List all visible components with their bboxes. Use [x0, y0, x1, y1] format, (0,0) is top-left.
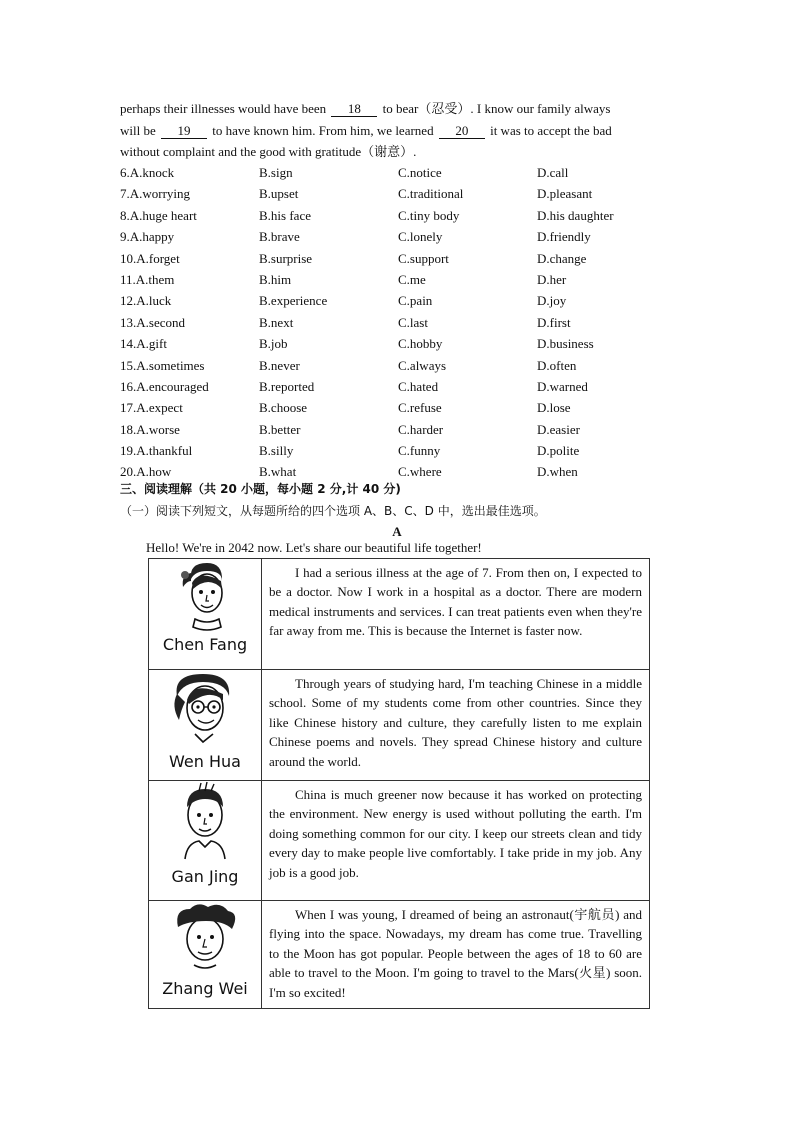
- blank-20: 20: [439, 123, 485, 139]
- boy-short-hair-portrait-icon: [165, 781, 245, 865]
- option-a: 7.A.worrying: [120, 186, 191, 202]
- option-b: B.surprise: [259, 250, 313, 266]
- option-b: B.never: [259, 357, 300, 373]
- portrait-cell: [149, 559, 262, 670]
- option-row: [120, 205, 680, 226]
- option-row: [120, 269, 680, 290]
- blank-19: 19: [161, 123, 207, 139]
- person-statement: [262, 559, 650, 670]
- option-c: C.hobby: [398, 336, 443, 352]
- option-row: [120, 419, 680, 440]
- part-label: A: [392, 524, 402, 539]
- option-a: 17.A.expect: [120, 400, 183, 416]
- option-b: B.upset: [259, 186, 299, 202]
- person-name: Chen Fang: [162, 635, 248, 654]
- option-b: B.choose: [259, 400, 308, 416]
- option-a: 13.A.second: [120, 314, 185, 330]
- cloze-passage-tail: [120, 98, 668, 163]
- person-statement: [262, 781, 650, 901]
- table-row: [149, 670, 650, 781]
- option-b: B.job: [259, 336, 288, 352]
- person-name: Gan Jing: [171, 867, 239, 886]
- option-b: B.next: [259, 314, 294, 330]
- passage-text: to have known him. From him, we learned: [212, 122, 434, 138]
- option-d: D.his daughter: [537, 207, 614, 223]
- option-d: D.often: [537, 357, 577, 373]
- portrait-cell: [149, 781, 262, 901]
- option-row: [120, 226, 680, 247]
- passage-text: it was to accept the bad: [490, 122, 612, 138]
- table-row: [149, 901, 650, 1009]
- option-c: C.where: [398, 464, 442, 480]
- person-name: Zhang Wei: [162, 979, 248, 998]
- option-a: 15.A.sometimes: [120, 357, 205, 373]
- option-row: [120, 312, 680, 333]
- passage-intro: Hello! We're in 2042 now. Let's share our beautiful life together!: [146, 540, 482, 555]
- option-a: 14.A.gift: [120, 336, 167, 352]
- portrait-cell: [149, 901, 262, 1009]
- option-b: B.him: [259, 271, 292, 287]
- option-c: C.hated: [398, 378, 439, 394]
- people-table: [148, 558, 650, 1009]
- person-statement: [262, 670, 650, 781]
- option-row: [120, 397, 680, 418]
- person-name: Wen Hua: [169, 752, 241, 771]
- passage-text: will be: [120, 122, 156, 138]
- option-c: C.lonely: [398, 229, 443, 245]
- girl-ponytail-portrait-icon: [165, 559, 245, 633]
- option-a: 8.A.huge heart: [120, 207, 197, 223]
- option-row: [120, 162, 680, 183]
- option-row: [120, 440, 680, 461]
- option-row: [120, 355, 680, 376]
- option-a: 10.A.forget: [120, 250, 180, 266]
- blank-18: 18: [331, 101, 377, 117]
- option-row: [120, 333, 680, 354]
- option-c: C.traditional: [398, 186, 464, 202]
- girl-glasses-portrait-icon: [163, 670, 247, 750]
- option-b: B.his face: [259, 207, 311, 223]
- option-row: [120, 183, 680, 204]
- option-c: C.always: [398, 357, 447, 373]
- option-c: C.pain: [398, 293, 433, 309]
- passage-text: without complaint and the good with gratitude（谢意）.: [120, 144, 417, 159]
- option-c: C.harder: [398, 421, 444, 437]
- option-a: 6.A.knock: [120, 165, 175, 180]
- option-d: D.business: [537, 336, 594, 352]
- statement-text: China is much greener now because it has worked on protecting the environment. New energy is used without polluting the earth. I'm doing something common for our city. I keep our streets clean and tidy every day to make people live comfortably. I take pride in my job. Any job is a good job.: [269, 787, 642, 880]
- option-d: D.when: [537, 464, 578, 480]
- option-c: C.notice: [398, 165, 442, 180]
- section-instructions: （一）阅读下列短文，从每题所给的四个选项 A、B、C、D 中，选出最佳选项。: [120, 504, 546, 518]
- option-c: C.last: [398, 314, 428, 330]
- cloze-options: [120, 162, 680, 483]
- option-d: D.her: [537, 271, 567, 287]
- option-row: [120, 290, 680, 311]
- boy-curly-hair-portrait-icon: [164, 901, 246, 977]
- statement-text: When I was young, I dreamed of being an astronaut(宇航员) and flying into the space. Nowadays, my dream has come true. Travelling to the Moon has got popular. People between the ages of 18 to 60 are able to travel to the Moon. I'm going to travel to the Mars(火星) soon. I'm so excited!: [269, 907, 642, 1000]
- option-b: B.sign: [259, 165, 293, 180]
- option-b: B.experience: [259, 293, 328, 309]
- option-b: B.better: [259, 421, 301, 437]
- section-title: 三、阅读理解（共 20 小题，每小题 2 分,计 40 分): [120, 482, 401, 496]
- option-d: D.change: [537, 250, 587, 266]
- option-c: C.support: [398, 250, 449, 266]
- option-d: D.joy: [537, 293, 567, 309]
- table-row: [149, 559, 650, 670]
- statement-text: Through years of studying hard, I'm teaching Chinese in a middle school. Some of my students come from other countries. Since they like Chinese history and culture, they carefully listen to me explain Chinese poems and novels. They spread Chinese history and culture around the world.: [269, 676, 642, 769]
- option-d: D.easier: [537, 421, 580, 437]
- option-d: D.pleasant: [537, 186, 593, 202]
- option-a: 12.A.luck: [120, 293, 172, 309]
- option-b: B.what: [259, 464, 297, 480]
- option-a: 19.A.thankful: [120, 443, 193, 459]
- option-d: D.polite: [537, 443, 580, 459]
- option-a: 11.A.them: [120, 271, 175, 287]
- option-b: B.reported: [259, 378, 315, 394]
- option-c: C.me: [398, 271, 426, 287]
- portrait-cell: [149, 670, 262, 781]
- person-statement: [262, 901, 650, 1009]
- statement-text: I had a serious illness at the age of 7. From then on, I expected to be a doctor. Now I work in a hospital as a doctor. There are modern medical instruments and services. I can treat patients even when they're far away from me. This is because the Internet is faster now.: [269, 565, 642, 639]
- option-d: D.warned: [537, 378, 588, 394]
- option-d: D.first: [537, 314, 571, 330]
- option-b: B.brave: [259, 229, 300, 245]
- option-d: D.lose: [537, 400, 571, 416]
- table-row: [149, 781, 650, 901]
- option-d: D.call: [537, 165, 569, 180]
- option-c: C.refuse: [398, 400, 442, 416]
- option-a: 9.A.happy: [120, 229, 175, 245]
- option-a: 18.A.worse: [120, 421, 180, 437]
- passage-text: perhaps their illnesses would have been: [120, 101, 327, 116]
- option-a: 20.A.how: [120, 464, 172, 480]
- option-b: B.silly: [259, 443, 294, 459]
- option-c: C.funny: [398, 443, 441, 459]
- passage-text: to bear（忍受）. I know our family always: [382, 101, 611, 116]
- option-row: [120, 248, 680, 269]
- option-row: [120, 376, 680, 397]
- option-c: C.tiny body: [398, 207, 460, 223]
- option-a: 16.A.encouraged: [120, 378, 209, 394]
- option-d: D.friendly: [537, 229, 591, 245]
